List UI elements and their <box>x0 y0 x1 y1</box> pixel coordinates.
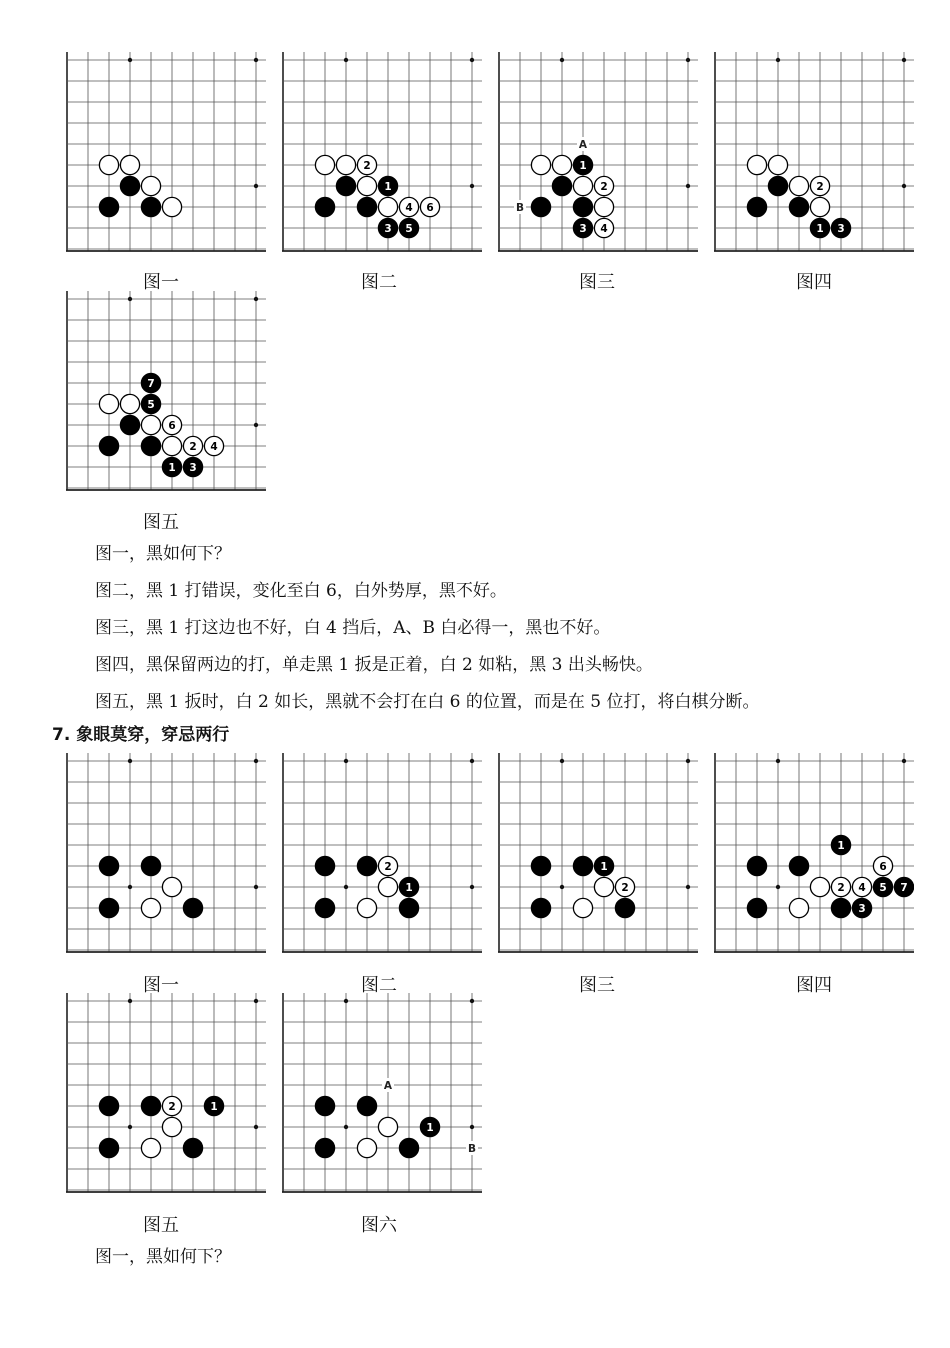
commentary-paragraph: 图一，黑如何下？ <box>95 544 231 564</box>
diagram-caption: 图三 <box>579 975 615 996</box>
black-stone <box>615 898 634 917</box>
move-number: 6 <box>168 419 176 432</box>
star-point <box>128 759 132 763</box>
board-grid <box>498 753 698 952</box>
black-stone <box>183 457 202 476</box>
black-stone <box>831 835 850 854</box>
board-grid <box>66 52 266 251</box>
star-point <box>470 184 474 188</box>
go-board-diagram <box>282 753 482 953</box>
diagram-caption: 图五 <box>143 1215 179 1236</box>
move-number: 2 <box>816 180 824 193</box>
black-stone <box>99 898 118 917</box>
black-stone <box>162 457 181 476</box>
go-board-diagram <box>66 291 266 491</box>
black-stone <box>120 415 139 434</box>
black-stone <box>357 856 376 875</box>
white-stone <box>357 155 376 174</box>
move-number: 2 <box>621 881 629 894</box>
white-stone <box>594 218 613 237</box>
commentary-paragraph: 图四，黑保留两边的打，单走黑 1 扳是正着，白 2 如粘，黑 3 出头畅快。 <box>95 655 653 675</box>
move-number: 1 <box>579 159 587 172</box>
white-stone <box>573 898 592 917</box>
black-stone <box>789 856 808 875</box>
white-stone <box>378 197 397 216</box>
white-stone <box>831 877 850 896</box>
white-stone <box>789 176 808 195</box>
go-board-diagram <box>498 52 698 252</box>
white-stone <box>141 176 160 195</box>
white-stone <box>141 415 160 434</box>
black-stone <box>420 1117 439 1136</box>
star-point <box>686 759 690 763</box>
black-stone <box>183 898 202 917</box>
white-stone <box>99 155 118 174</box>
move-number: 4 <box>858 881 866 894</box>
black-stone <box>99 1138 118 1157</box>
white-stone <box>747 155 766 174</box>
move-number: 1 <box>210 1100 218 1113</box>
star-point <box>254 999 258 1003</box>
move-number: 3 <box>579 222 587 235</box>
star-point <box>686 58 690 62</box>
point-label: A <box>578 139 588 151</box>
move-number: 4 <box>210 440 218 453</box>
move-number: 6 <box>426 201 434 214</box>
go-board-diagram <box>714 753 914 953</box>
black-stone <box>99 197 118 216</box>
black-stone <box>315 1096 334 1115</box>
star-point <box>344 759 348 763</box>
move-number: 3 <box>858 902 866 915</box>
commentary-paragraph: 图二，黑 1 打错误，变化至白 6，白外势厚，黑不好。 <box>95 581 507 601</box>
move-number: 3 <box>837 222 845 235</box>
commentary-paragraph: 图一，黑如何下？ <box>95 1247 231 1267</box>
star-point <box>470 58 474 62</box>
black-stone <box>357 1096 376 1115</box>
section-heading: 7. 象眼莫穿，穿忌两行 <box>52 725 230 745</box>
star-point <box>776 885 780 889</box>
white-stone <box>420 197 439 216</box>
move-number: 5 <box>147 398 155 411</box>
move-number: 1 <box>600 860 608 873</box>
move-number: 2 <box>189 440 197 453</box>
white-stone <box>204 436 223 455</box>
move-number: 5 <box>879 881 887 894</box>
go-board-diagram <box>66 753 266 953</box>
black-stone <box>99 1096 118 1115</box>
black-stone <box>747 898 766 917</box>
commentary-paragraph: 图三，黑 1 打这边也不好，白 4 挡后，A、B 白必得一，黑也不好。 <box>95 618 611 638</box>
white-stone <box>357 1138 376 1157</box>
point-label: B <box>467 1143 477 1155</box>
black-stone <box>531 197 550 216</box>
go-board-diagram <box>66 993 266 1193</box>
star-point <box>128 1125 132 1129</box>
star-point <box>128 885 132 889</box>
star-point <box>902 58 906 62</box>
move-number: 3 <box>189 461 197 474</box>
black-stone <box>852 898 871 917</box>
white-stone <box>873 856 892 875</box>
move-number: 2 <box>363 159 371 172</box>
board-grid <box>66 753 266 952</box>
move-number: 1 <box>837 839 845 852</box>
star-point <box>254 184 258 188</box>
star-point <box>128 297 132 301</box>
white-stone <box>183 436 202 455</box>
star-point <box>254 885 258 889</box>
go-board-diagram <box>714 52 914 252</box>
black-stone <box>315 1138 334 1157</box>
move-number: 2 <box>600 180 608 193</box>
white-stone <box>141 1138 160 1157</box>
diagram-caption: 图一 <box>143 272 179 293</box>
diagram-caption: 图五 <box>143 512 179 533</box>
diagram-caption: 图四 <box>796 975 832 996</box>
star-point <box>686 885 690 889</box>
black-stone <box>531 898 550 917</box>
white-stone <box>336 155 355 174</box>
black-stone <box>573 856 592 875</box>
star-point <box>560 759 564 763</box>
move-number: 4 <box>405 201 413 214</box>
black-stone <box>120 176 139 195</box>
black-stone <box>141 394 160 413</box>
board-grid <box>282 993 482 1192</box>
diagram-caption: 图三 <box>579 272 615 293</box>
white-stone <box>357 176 376 195</box>
white-stone <box>594 877 613 896</box>
black-stone <box>873 877 892 896</box>
point-label: B <box>515 202 525 214</box>
star-point <box>344 999 348 1003</box>
move-number: 1 <box>168 461 176 474</box>
move-number: 2 <box>384 860 392 873</box>
star-point <box>254 1125 258 1129</box>
black-stone <box>573 197 592 216</box>
white-stone <box>789 898 808 917</box>
black-stone <box>204 1096 223 1115</box>
black-stone <box>399 898 418 917</box>
black-stone <box>141 856 160 875</box>
white-stone <box>162 1117 181 1136</box>
move-number: 7 <box>900 881 908 894</box>
point-label: A <box>383 1080 393 1092</box>
black-stone <box>531 856 550 875</box>
move-number: 6 <box>879 860 887 873</box>
white-stone <box>378 856 397 875</box>
move-number: 5 <box>405 222 413 235</box>
white-stone <box>162 877 181 896</box>
black-stone <box>573 218 592 237</box>
move-number: 3 <box>384 222 392 235</box>
black-stone <box>747 856 766 875</box>
star-point <box>128 58 132 62</box>
black-stone <box>183 1138 202 1157</box>
white-stone <box>120 394 139 413</box>
white-stone <box>162 415 181 434</box>
star-point <box>686 184 690 188</box>
black-stone <box>378 218 397 237</box>
black-stone <box>789 197 808 216</box>
star-point <box>128 999 132 1003</box>
board-grid <box>66 993 266 1192</box>
white-stone <box>120 155 139 174</box>
diagram-caption: 图四 <box>796 272 832 293</box>
star-point <box>902 759 906 763</box>
star-point <box>470 759 474 763</box>
board-grid <box>714 753 914 952</box>
black-stone <box>810 218 829 237</box>
white-stone <box>594 176 613 195</box>
black-stone <box>594 856 613 875</box>
star-point <box>776 759 780 763</box>
white-stone <box>615 877 634 896</box>
board-grid <box>282 753 482 952</box>
black-stone <box>378 176 397 195</box>
move-number: 2 <box>168 1100 176 1113</box>
white-stone <box>531 155 550 174</box>
diagram-caption: 图六 <box>361 1215 397 1236</box>
diagram-caption: 图二 <box>361 272 397 293</box>
black-stone <box>399 877 418 896</box>
black-stone <box>357 197 376 216</box>
commentary-paragraph: 图五，黑 1 扳时，白 2 如长，黑就不会打在白 6 的位置，而是在 5 位打，将白棋分断。 <box>95 692 760 712</box>
star-point <box>470 1125 474 1129</box>
move-number: 1 <box>816 222 824 235</box>
black-stone <box>894 877 913 896</box>
white-stone <box>399 197 418 216</box>
star-point <box>902 184 906 188</box>
black-stone <box>141 197 160 216</box>
black-stone <box>141 1096 160 1115</box>
black-stone <box>99 436 118 455</box>
go-board-diagram <box>66 52 266 252</box>
star-point <box>470 999 474 1003</box>
white-stone <box>852 877 871 896</box>
star-point <box>344 58 348 62</box>
black-stone <box>399 218 418 237</box>
go-board-diagram <box>498 753 698 953</box>
star-point <box>254 423 258 427</box>
white-stone <box>162 1096 181 1115</box>
black-stone <box>573 155 592 174</box>
star-point <box>776 58 780 62</box>
star-point <box>560 885 564 889</box>
white-stone <box>573 176 592 195</box>
white-stone <box>162 197 181 216</box>
black-stone <box>99 856 118 875</box>
white-stone <box>378 1117 397 1136</box>
move-number: 7 <box>147 377 155 390</box>
star-point <box>344 1125 348 1129</box>
white-stone <box>594 197 613 216</box>
black-stone <box>747 197 766 216</box>
white-stone <box>810 877 829 896</box>
white-stone <box>810 197 829 216</box>
black-stone <box>831 218 850 237</box>
white-stone <box>99 394 118 413</box>
black-stone <box>315 898 334 917</box>
star-point <box>254 58 258 62</box>
black-stone <box>552 176 571 195</box>
black-stone <box>399 1138 418 1157</box>
star-point <box>254 297 258 301</box>
white-stone <box>315 155 334 174</box>
diagram-caption: 图二 <box>361 975 397 996</box>
star-point <box>560 58 564 62</box>
white-stone <box>357 898 376 917</box>
move-number: 4 <box>600 222 608 235</box>
move-number: 1 <box>405 881 413 894</box>
white-stone <box>768 155 787 174</box>
white-stone <box>552 155 571 174</box>
diagram-caption: 图一 <box>143 975 179 996</box>
star-point <box>470 885 474 889</box>
move-number: 2 <box>837 881 845 894</box>
star-point <box>344 885 348 889</box>
star-point <box>254 759 258 763</box>
white-stone <box>141 898 160 917</box>
move-number: 1 <box>426 1121 434 1134</box>
black-stone <box>831 898 850 917</box>
black-stone <box>141 436 160 455</box>
go-board-diagram <box>282 993 482 1193</box>
white-stone <box>378 877 397 896</box>
black-stone <box>336 176 355 195</box>
white-stone <box>162 436 181 455</box>
black-stone <box>768 176 787 195</box>
white-stone <box>810 176 829 195</box>
go-board-diagram <box>282 52 482 252</box>
black-stone <box>315 856 334 875</box>
black-stone <box>141 373 160 392</box>
black-stone <box>315 197 334 216</box>
move-number: 1 <box>384 180 392 193</box>
